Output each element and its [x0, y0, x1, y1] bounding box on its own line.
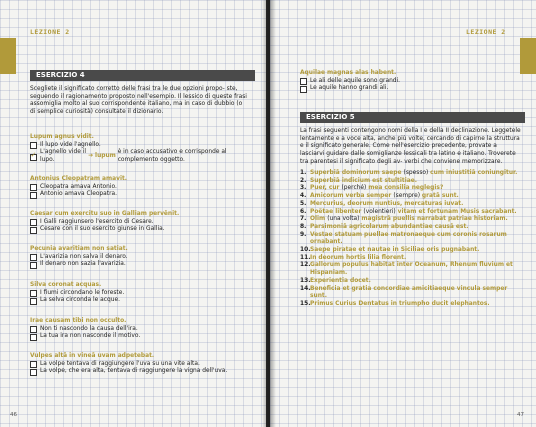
sentence-number: 13. — [300, 277, 311, 284]
lesson-tab-right — [520, 38, 536, 74]
checkbox[interactable] — [30, 219, 37, 226]
sentence-item — [300, 255, 522, 263]
latin-fragment: Saepe piratae et nautae in Siciliae oris pugnabant. — [310, 247, 480, 254]
latin-fragment: Primus Curius Dentatus in triumpho ducit elephantos. — [310, 300, 490, 307]
option-row[interactable] — [30, 254, 250, 262]
sentence-text — [310, 286, 522, 301]
option-row[interactable] — [30, 326, 250, 334]
exercise-4-item — [30, 246, 250, 269]
option-label: Cleopatra amava Antonio. — [40, 183, 117, 190]
checkbox[interactable] — [300, 78, 307, 85]
sentence-item — [300, 262, 522, 277]
sentence-number: 14. — [300, 285, 311, 292]
checkbox[interactable] — [30, 184, 37, 191]
sentence-number: 9. — [300, 231, 307, 238]
sentence-text — [310, 247, 479, 255]
sentence-item — [300, 216, 522, 224]
option-label: Cesare con il suo esercito giunse in Gallia. — [40, 226, 165, 233]
option-label: La tua ira non nasconde il motivo. — [40, 333, 141, 340]
sentence-text — [310, 216, 508, 224]
latin-fragment: Beneficia et gratia concordiae amicitiaeque vincula semper sunt. — [310, 285, 508, 300]
option-row[interactable] — [30, 261, 250, 269]
sentence-text — [310, 201, 463, 209]
latin-fragment: Poëtae libenter — [310, 208, 364, 215]
sentence-number: 8. — [300, 223, 307, 230]
latin-sentence: Pecunia avaritiam non satiat. — [30, 246, 128, 252]
option-row[interactable] — [30, 219, 250, 227]
sentence-text — [310, 193, 459, 201]
latin-fragment: Superbiā indicium est stultitiae. — [310, 177, 417, 184]
exercise-4-item — [30, 353, 258, 376]
checkbox[interactable] — [30, 326, 37, 333]
latin-fragment: Vestae statuam puellae matronaeque cum coronis rosarum ornabant. — [310, 231, 507, 246]
translation-fragment: (una volta) — [327, 216, 362, 223]
sentence-item — [300, 247, 522, 255]
checkbox[interactable] — [30, 254, 37, 261]
option-label: Non ti nascondo la causa dell'ira. — [40, 325, 138, 332]
option-label: Le ali delle aquile sono grandi. — [310, 77, 401, 84]
sentence-number: 15. — [300, 300, 311, 307]
exercise-4-item — [30, 134, 250, 165]
sentence-number: 5. — [300, 200, 307, 207]
option-row[interactable] — [30, 191, 250, 199]
option-label: La volpe tentava di raggiungere l'uva su una vite alta. — [40, 360, 200, 367]
latin-sentence: Lupum agnus vidit. — [30, 134, 94, 140]
sentence-item — [300, 286, 522, 301]
option-row[interactable] — [30, 333, 250, 341]
option-row[interactable] — [30, 184, 250, 192]
checkbox-checked[interactable] — [30, 150, 37, 161]
latin-fragment: Parsimoniā agricolarum abundantiae causā est. — [310, 223, 469, 230]
option-row[interactable] — [30, 361, 258, 369]
option-label: La volpe, che era alta, tentava di raggiungere la vigna dell'uva. — [40, 368, 228, 375]
latin-fragment: Experientia docet. — [310, 277, 371, 284]
arrow-icon: ➔ — [88, 153, 94, 160]
lesson-label-right: LEZIONE 2 — [466, 28, 506, 36]
exercise-4-header: ESERCIZIO 4 — [30, 70, 255, 81]
right-page — [270, 0, 536, 427]
option-row[interactable] — [30, 149, 250, 164]
page-number-right: 47 — [517, 412, 524, 418]
latin-fragment: Mercurius, deorum nuntius, mercaturas iuvat. — [310, 200, 464, 207]
option-label: I fiumi circondano le foreste. — [40, 289, 125, 296]
sentence-number: 1. — [300, 170, 307, 176]
option-row[interactable] — [30, 290, 250, 298]
sentence-item — [300, 170, 522, 178]
latin-fragment: cum iniustitiā coniungitur. — [430, 170, 518, 176]
sentence-text — [310, 301, 490, 309]
checkbox[interactable] — [30, 192, 37, 199]
checkbox[interactable] — [30, 142, 37, 149]
book-gutter — [262, 0, 276, 427]
checkbox[interactable] — [300, 86, 307, 93]
exercise-4-item — [30, 318, 250, 341]
exercise-5-instructions: La frasi seguenti contengono nomi della I e della II declinazione. Leggetele lentamente e a voce alta, anche più volte, cercando di capirne la struttura e il significato generale. Come nell'esercizio precedente, provate a lasciarvi guidare dalle somiglianze lessicali tra latino e italiano. Troverete tra parentesi il significato degli av- verbi che conviene memorizzare. — [300, 128, 521, 165]
lesson-tab-left — [0, 38, 16, 74]
latin-sentence: Silva coronat acquas. — [30, 282, 102, 288]
translation-fragment: (spesso) — [403, 170, 431, 176]
sentence-text — [310, 262, 522, 277]
latin-fragment: vitam et fortunam Musis sacrabant. — [397, 208, 517, 215]
latin-fragment: Puer, cur — [310, 185, 342, 192]
sentence-text — [310, 255, 406, 263]
option-label: Le aquile hanno grandi ali. — [310, 85, 389, 92]
sentence-item — [300, 232, 522, 247]
latin-fragment: Gallorum populus habitat inter Oceanum, Rhenum fluvium et Hispaniam. — [310, 262, 513, 277]
sentence-item — [300, 209, 522, 217]
checkbox[interactable] — [30, 262, 37, 269]
sentence-number: 6. — [300, 208, 307, 215]
option-label: Il denaro non sazia l'avarizia. — [40, 261, 126, 268]
latin-fragment: Superbiā dominorum saepe — [310, 170, 404, 176]
sentence-text — [310, 224, 469, 232]
checkbox[interactable] — [30, 361, 37, 368]
latin-fragment: In deorum hortis lilia florent. — [310, 254, 407, 261]
sentence-number: 10. — [300, 247, 311, 254]
latin-sentence: Vulpes altā in vineā uvam adpetebat. — [30, 353, 155, 359]
option-label: I Galli raggiunsero l'esercito di Cesare. — [40, 218, 154, 225]
sentence-text — [310, 170, 517, 178]
latin-fragment: Amicorum verba semper — [310, 193, 394, 200]
sentence-number: 2. — [300, 177, 307, 184]
sentence-text — [310, 232, 522, 247]
sentence-item — [300, 301, 522, 309]
option-row[interactable] — [300, 85, 500, 93]
option-label: La selva circonda le acque. — [40, 297, 120, 304]
page-number-left: 46 — [10, 412, 17, 418]
latin-sentence: Irae causam tibi non occulto. — [30, 318, 127, 324]
exercise-4-item — [30, 282, 250, 305]
left-page — [0, 0, 266, 427]
checkmark-icon: ✓ — [30, 150, 37, 159]
latin-sentence: Antonius Cleopatram amavit. — [30, 176, 128, 182]
checkbox[interactable] — [30, 227, 37, 234]
sentence-item — [300, 185, 522, 193]
latin-fragment: magistrā puellis narrabat patriae historiam. — [361, 216, 508, 223]
exercise-5-header: ESERCIZIO 5 — [300, 112, 525, 123]
latin-sentence: Aquilae magnas alas habent. — [300, 70, 397, 76]
latin-fragment: Olim — [310, 216, 328, 223]
sentence-item — [300, 193, 522, 201]
sentence-item — [300, 201, 522, 209]
option-label: L'agnello vide il lupo. — [40, 149, 86, 164]
sentence-text — [310, 185, 443, 193]
sentence-number: 12. — [300, 262, 311, 269]
sentence-text — [310, 278, 371, 286]
note-text: è in caso accusativo e corrisponde al complemento oggetto. — [117, 149, 227, 164]
exercise-5-sentence-list — [300, 170, 522, 309]
option-label: Il lupo vide l'agnello. — [40, 141, 101, 148]
exercise-4-item — [30, 176, 250, 199]
option-label: Antonio amava Cleopatra. — [40, 191, 117, 198]
translation-fragment: (sempre) — [393, 193, 422, 200]
option-label: L'avarizia non salva il denaro. — [40, 253, 128, 260]
option-row[interactable] — [30, 368, 258, 376]
sentence-item — [300, 278, 522, 286]
exercise-4-carryover-item — [300, 70, 500, 93]
latin-fragment: mea consilia neglegis? — [368, 185, 444, 192]
checkbox[interactable] — [30, 369, 37, 376]
checkbox[interactable] — [30, 298, 37, 305]
translation-fragment: (perché) — [341, 185, 369, 192]
note-highlight: lupum — [95, 153, 116, 160]
sentence-item — [300, 224, 522, 232]
option-row[interactable] — [30, 297, 250, 305]
checkbox[interactable] — [30, 290, 37, 297]
translation-fragment: (volentieri) — [363, 208, 398, 215]
latin-sentence: Caesar cum exercitu suo in Galliam pervēnit. — [30, 211, 180, 217]
sentence-text — [310, 209, 517, 217]
sentence-number: 7. — [300, 216, 307, 223]
checkbox[interactable] — [30, 334, 37, 341]
exercise-4-instructions: Scegliete il significato corretto delle frasi tra le due opzioni propo- ste, seguendo il ragionamento proposto nell'esempio. Il lessico di queste frasi assomiglia molto al suo corrispondente italiano, ma in caso di dubbio (o di semplice curiosità) consultate il dizionario. — [30, 86, 247, 116]
lesson-label-left: LEZIONE 2 — [30, 28, 70, 36]
option-row[interactable] — [300, 78, 500, 86]
latin-fragment: gratā sunt. — [421, 193, 459, 200]
sentence-number: 4. — [300, 193, 307, 200]
exercise-4-item — [30, 211, 250, 234]
sentence-number: 3. — [300, 185, 307, 192]
option-row[interactable] — [30, 226, 250, 234]
sentence-number: 11. — [300, 254, 311, 261]
